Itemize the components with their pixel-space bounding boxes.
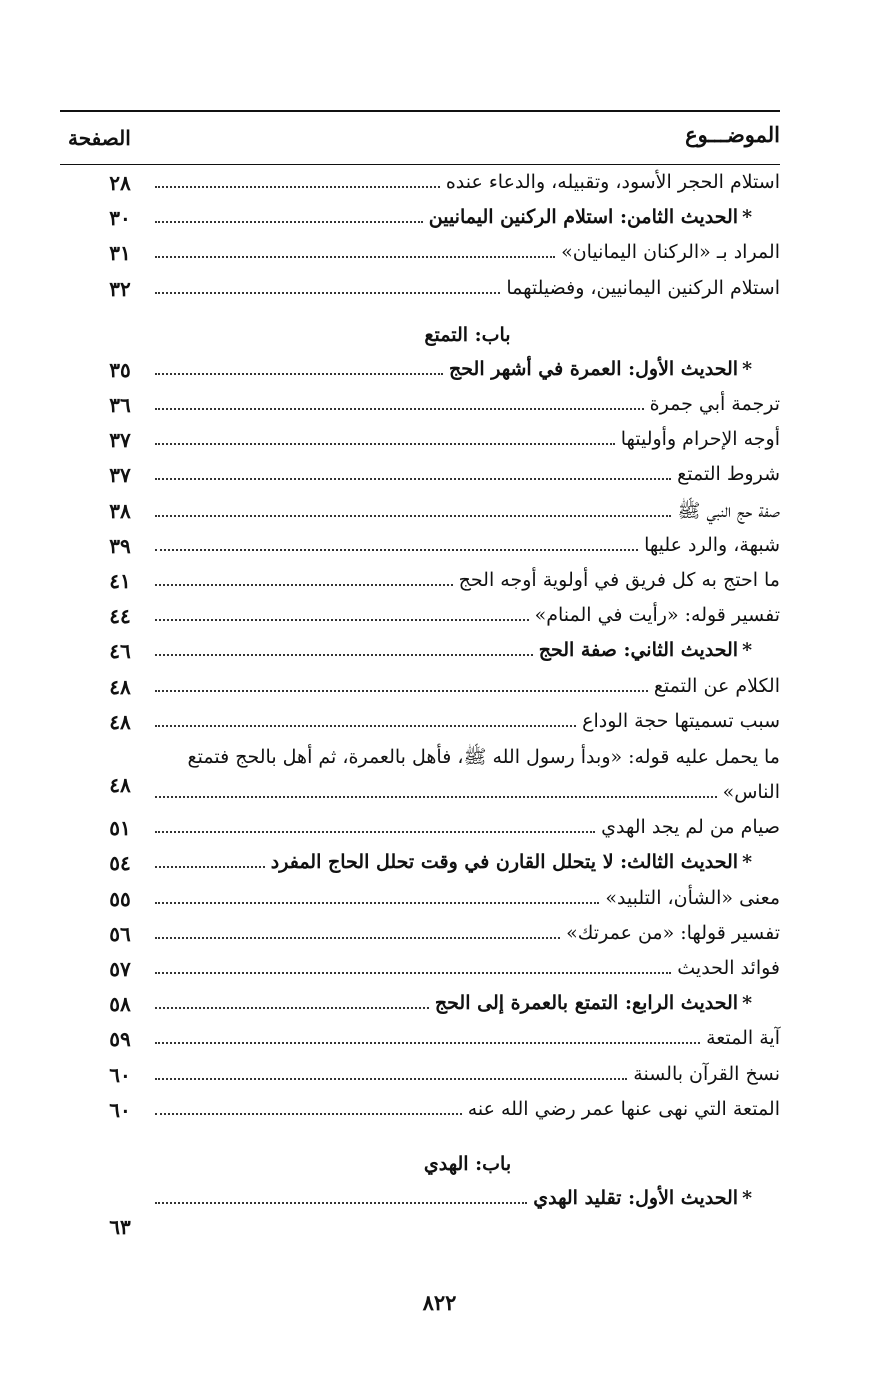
entry-line bbox=[155, 639, 780, 661]
entry-line bbox=[155, 1063, 780, 1085]
toc-entries bbox=[60, 165, 780, 1315]
dot-leader bbox=[155, 443, 615, 445]
entry-title bbox=[529, 604, 780, 626]
entry-line bbox=[155, 710, 780, 732]
section-heading-tamattu: باب: التمتع bbox=[424, 323, 511, 346]
entry-line bbox=[155, 358, 780, 380]
dot-leader bbox=[155, 1202, 527, 1204]
entry-title bbox=[560, 922, 780, 944]
dot-leader bbox=[155, 866, 265, 868]
entry-page-number: ٥٦ bbox=[109, 921, 131, 946]
entry-title-text: الحديث الثاني: صفة الحج bbox=[538, 639, 739, 662]
entry-title bbox=[576, 710, 780, 732]
toc-header bbox=[60, 112, 780, 164]
entry-line bbox=[155, 922, 780, 944]
entry-line bbox=[155, 569, 780, 591]
toc-entry bbox=[60, 499, 780, 531]
hadith-marker: * bbox=[742, 206, 752, 229]
entry-page-number: ٤٨ bbox=[109, 674, 131, 699]
dot-leader bbox=[155, 1042, 700, 1044]
entry-title-text: المراد بـ «الركنان اليمانيان» bbox=[561, 241, 780, 264]
entry-line bbox=[155, 957, 780, 979]
entry-title-text: الحديث الثامن: استلام الركنين اليمانيين bbox=[428, 206, 739, 229]
entry-title-text: معنى «الشأن، التلبيد» bbox=[605, 886, 780, 909]
entry-page-number: ٥٩ bbox=[109, 1027, 131, 1052]
toc-entry bbox=[60, 816, 780, 848]
entry-title bbox=[671, 499, 780, 527]
entry-title bbox=[500, 277, 780, 299]
entry-page-number: ٦٠ bbox=[109, 1062, 131, 1087]
entry-page-number: ٤٨ bbox=[109, 709, 131, 734]
entry-title-text: تفسير قولها: «من عمرتك» bbox=[566, 921, 780, 944]
entry-title bbox=[453, 569, 780, 591]
entry-title-text: الكلام عن التمتع bbox=[653, 674, 780, 697]
entry-page-number: ٦٣ bbox=[109, 1215, 131, 1239]
page-column-heading: الصفحة bbox=[68, 126, 131, 150]
dot-leader bbox=[155, 619, 529, 621]
toc-entry bbox=[60, 1098, 780, 1130]
entry-title bbox=[423, 206, 780, 228]
entry-title-text: الناس» bbox=[722, 781, 780, 803]
toc-entry bbox=[60, 393, 780, 425]
dot-leader bbox=[155, 902, 599, 904]
toc-entry bbox=[60, 922, 780, 954]
dot-leader bbox=[155, 1078, 627, 1080]
entry-page-number: ٢٨ bbox=[109, 171, 131, 195]
entry-line bbox=[155, 206, 780, 228]
entry-title-text: الحديث الأول: العمرة في أشهر الحج bbox=[449, 357, 739, 380]
toc-hadith-entry bbox=[60, 639, 780, 671]
entry-page-number: ٣٧ bbox=[109, 428, 131, 453]
entry-page-number: ٥٥ bbox=[109, 886, 131, 911]
entry-line bbox=[155, 463, 780, 485]
entry-title bbox=[429, 992, 780, 1014]
entry-title bbox=[700, 1027, 780, 1049]
toc-hadith-entry bbox=[60, 358, 780, 390]
entry-line bbox=[155, 992, 780, 1014]
entry-title-text: أوجه الإحرام وأوليتها bbox=[620, 428, 780, 451]
dot-leader bbox=[155, 584, 453, 586]
entry-title bbox=[599, 887, 780, 909]
entry-title bbox=[440, 171, 780, 193]
toc-entry bbox=[60, 710, 780, 742]
entry-title-text: سبب تسميتها حجة الوداع bbox=[582, 709, 780, 732]
entry-page-number: ٣٩ bbox=[109, 533, 131, 558]
entry-page-number: ٣٨ bbox=[109, 498, 131, 523]
dot-leader bbox=[155, 408, 644, 410]
dot-leader bbox=[155, 256, 555, 258]
entry-title-text: ترجمة أبي جمرة bbox=[649, 393, 780, 415]
toc-entry bbox=[60, 887, 780, 919]
entry-title-text: الحديث الأول: تقليد الهدي bbox=[533, 1187, 739, 1209]
entry-line bbox=[155, 171, 780, 193]
entry-page-number: ٣٥ bbox=[109, 357, 131, 382]
entry-title-text: الحديث الرابع: التمتع بالعمرة إلى الحج bbox=[434, 992, 739, 1015]
entry-title-text: الحديث الثالث: لا يتحلل القارن في وقت تحلل الحاج المفرد bbox=[270, 851, 739, 874]
entry-title bbox=[627, 1063, 780, 1085]
entry-title-text: شبهة، والرد عليها bbox=[644, 533, 780, 556]
entry-line bbox=[155, 887, 780, 909]
entry-title-text: نسخ القرآن بالسنة bbox=[633, 1062, 780, 1085]
toc-hadith-entry bbox=[60, 1187, 780, 1239]
entry-line bbox=[155, 851, 780, 873]
entry-page-number: ٥٧ bbox=[109, 957, 131, 981]
entry-title-text: شروط التمتع bbox=[677, 463, 780, 486]
page-number: ٨٢٢ bbox=[422, 1290, 457, 1315]
dot-leader bbox=[155, 972, 671, 974]
dot-leader bbox=[155, 796, 717, 798]
entry-title bbox=[671, 957, 780, 979]
toc-page bbox=[60, 110, 780, 1315]
entry-title bbox=[638, 534, 780, 556]
dot-leader bbox=[155, 725, 576, 727]
entry-line bbox=[155, 1027, 780, 1049]
hadith-marker: * bbox=[742, 639, 752, 662]
entry-title bbox=[615, 428, 780, 450]
toc-entry bbox=[60, 604, 780, 636]
entry-title-text: تفسير قوله: «رأيت في المنام» bbox=[534, 604, 780, 627]
entry-line bbox=[155, 675, 780, 697]
toc-entry bbox=[60, 277, 780, 309]
dot-leader bbox=[155, 549, 638, 551]
dot-leader bbox=[155, 373, 443, 375]
entry-title-text: المتعة التي نهى عنها عمر رضي الله عنه bbox=[467, 1097, 780, 1120]
entry-page-number: ٥١ bbox=[109, 816, 131, 841]
toc-entry bbox=[60, 463, 780, 495]
entry-title-line-1: ما يحمل عليه قوله: «وبدأ رسول الله ﷺ، فأهل بالعمرة، ثم أهل بالحج فتمتع bbox=[187, 746, 780, 768]
hadith-marker: * bbox=[742, 357, 752, 380]
toc-entry bbox=[60, 534, 780, 566]
hadith-marker: * bbox=[742, 992, 752, 1015]
entry-title-text: استلام الركنين اليمانيين، وفضيلتهما bbox=[506, 276, 780, 299]
toc-entry bbox=[60, 1063, 780, 1095]
toc-hadith-entry bbox=[60, 206, 780, 238]
entry-title-text: فوائد الحديث bbox=[677, 957, 780, 979]
entry-page-number: ٣١ bbox=[109, 241, 131, 266]
toc-entry bbox=[60, 1027, 780, 1059]
dot-leader bbox=[155, 515, 671, 517]
entry-line bbox=[155, 534, 780, 556]
entry-line bbox=[155, 499, 780, 527]
entry-title-text: استلام الحجر الأسود، وتقبيله، والدعاء عنده bbox=[445, 171, 780, 193]
entry-line bbox=[155, 1098, 780, 1120]
entry-line bbox=[155, 781, 780, 803]
entry-title bbox=[644, 393, 780, 415]
entry-line bbox=[155, 816, 780, 838]
dot-leader bbox=[155, 478, 671, 480]
toc-entry bbox=[60, 171, 780, 203]
toc-hadith-entry bbox=[60, 851, 780, 883]
toc-entry bbox=[60, 957, 780, 989]
entry-title-text: ما احتج به كل فريق في أولوية أوجه الحج bbox=[458, 569, 780, 591]
entry-page-number: ٤٨ bbox=[109, 773, 131, 797]
entry-page-number: ٥٤ bbox=[109, 851, 131, 876]
dot-leader bbox=[155, 1007, 429, 1009]
entry-title bbox=[533, 639, 780, 661]
hadith-marker: * bbox=[742, 851, 752, 874]
entry-line bbox=[155, 604, 780, 626]
entry-title-text: صيام من لم يجد الهدي bbox=[601, 816, 780, 839]
dot-leader bbox=[155, 1113, 462, 1115]
entry-line bbox=[155, 1187, 780, 1209]
entry-page-number: ٣٢ bbox=[109, 276, 131, 301]
toc-hadith-entry bbox=[60, 992, 780, 1024]
entry-title bbox=[555, 241, 780, 263]
entry-page-number: ٣٠ bbox=[109, 206, 131, 231]
dot-leader bbox=[155, 186, 440, 188]
entry-page-number: ٣٦ bbox=[109, 393, 131, 417]
toc-entry bbox=[60, 428, 780, 460]
entry-line bbox=[155, 241, 780, 263]
entry-title bbox=[671, 463, 780, 485]
dot-leader bbox=[155, 292, 500, 294]
entry-title bbox=[443, 358, 780, 380]
entry-page-number: ٦٠ bbox=[109, 1097, 131, 1122]
entry-page-number: ٣٧ bbox=[109, 463, 131, 488]
hadith-marker: * bbox=[742, 1187, 752, 1209]
entry-title bbox=[717, 781, 780, 803]
entry-line bbox=[155, 393, 780, 415]
entry-line bbox=[155, 277, 780, 299]
topic-column-heading: الموضـــوع bbox=[685, 122, 780, 147]
toc-entry bbox=[60, 569, 780, 601]
dot-leader bbox=[155, 654, 533, 656]
entry-page-number: ٤١ bbox=[109, 569, 131, 593]
entry-page-number: ٥٨ bbox=[109, 992, 131, 1017]
toc-entry bbox=[60, 241, 780, 273]
entry-title bbox=[462, 1098, 780, 1120]
dot-leader bbox=[155, 937, 560, 939]
entry-page-number: ٤٦ bbox=[109, 639, 131, 664]
entry-title bbox=[265, 851, 780, 873]
entry-title bbox=[527, 1187, 780, 1209]
dot-leader bbox=[155, 221, 423, 223]
entry-page-number: ٤٤ bbox=[109, 604, 131, 629]
dot-leader bbox=[155, 690, 648, 692]
entry-title bbox=[648, 675, 780, 697]
dot-leader bbox=[155, 831, 595, 833]
section-heading-hadi: باب: الهدي bbox=[423, 1153, 512, 1175]
entry-title-text: آية المتعة bbox=[706, 1027, 780, 1050]
toc-entry bbox=[60, 675, 780, 707]
toc-entry bbox=[60, 773, 780, 813]
entry-title bbox=[595, 816, 780, 838]
entry-line bbox=[155, 428, 780, 450]
entry-title-text: صفة حج النبي ﷺ bbox=[677, 499, 780, 522]
